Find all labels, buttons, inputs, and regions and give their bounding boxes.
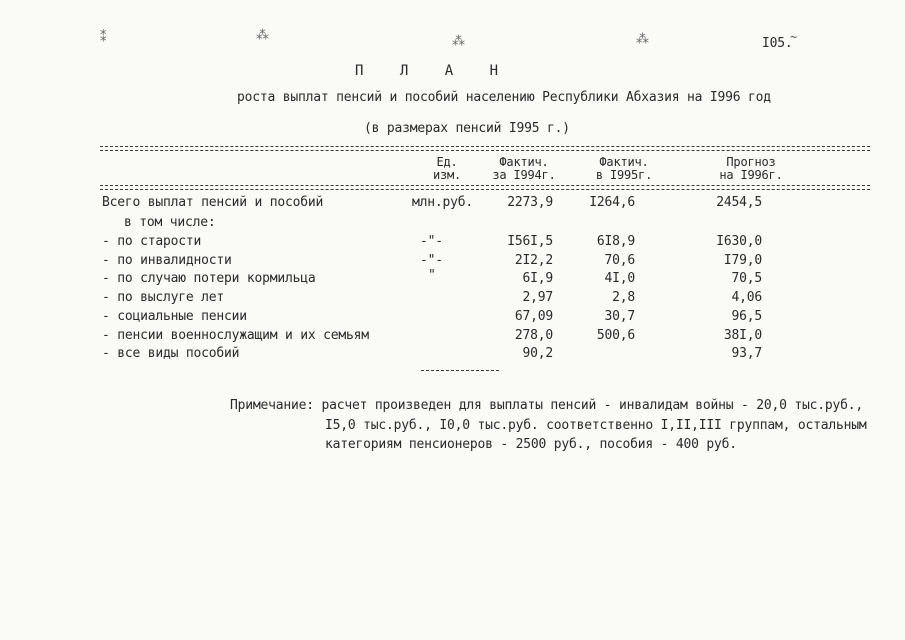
header-unit: Ед. изм. [432, 155, 462, 182]
row-fact-1995: 70,6 [604, 253, 635, 268]
row-label: - социальные пенсии [102, 309, 247, 324]
header-fact-1994: Фактич. за I994г. [492, 155, 556, 182]
table-header-rule [100, 189, 870, 190]
row-fact-1994: 90,2 [522, 346, 553, 361]
row-fact-1994: 278,0 [514, 328, 553, 343]
table-end-rule [421, 370, 499, 371]
row-forecast-1996: 96,5 [731, 309, 762, 324]
row-label: - все виды пособий [102, 346, 240, 361]
document-subtitle-note: (в размерах пенсий I995 г.) [364, 121, 570, 136]
row-forecast-1996: 93,7 [731, 346, 762, 361]
table-top-rule [100, 150, 870, 151]
row-forecast-1996: I630,0 [716, 234, 762, 249]
row-forecast-1996: 2454,5 [716, 195, 762, 210]
row-forecast-1996: I79,0 [723, 253, 762, 268]
row-label: - пенсии военнослужащим и их семьям [102, 328, 369, 343]
row-label: - по случаю потери кормильца [102, 271, 316, 286]
row-unit: " [428, 268, 436, 283]
row-fact-1995: 6I8,9 [596, 234, 635, 249]
row-fact-1994: I56I,5 [507, 234, 553, 249]
row-fact-1995: 500,6 [596, 328, 635, 343]
document-subtitle: роста выплат пенсий и пособий населению Республики Абхазия на I996 год [237, 90, 771, 105]
row-unit: -"- [420, 234, 443, 249]
row-label: - по выслуге лет [102, 290, 225, 305]
row-unit: млн.руб. [412, 195, 474, 210]
row-fact-1995: I264,6 [589, 195, 635, 210]
row-fact-1995: 4I,0 [604, 271, 635, 286]
row-fact-1994: 2I2,2 [514, 253, 553, 268]
row-label: - по инвалидности [102, 253, 232, 268]
scan-speck: ⁂ [452, 34, 465, 49]
document-title: П Л А Н [355, 63, 513, 79]
page-number: I05. [762, 36, 793, 51]
header-fact-1995: Фактич. в I995г. [595, 155, 653, 182]
scan-speck: ⁂ [256, 28, 269, 43]
row-forecast-1996: 70,5 [731, 271, 762, 286]
row-unit: -"- [420, 253, 443, 268]
row-fact-1994: 67,09 [514, 309, 553, 324]
header-forecast-1996: Прогноз на I996г. [719, 155, 783, 182]
scan-speck: ⁑ [100, 30, 107, 45]
row-fact-1994: 2273,9 [507, 195, 553, 210]
note-line-3: категориям пенсионеров - 2500 руб., пособия - 400 руб. [325, 437, 737, 452]
note-line-1: Примечание: расчет произведен для выплаты пенсий - инвалидам войны - 20,0 тыс.руб., [230, 398, 864, 413]
row-fact-1995: 2,8 [612, 290, 635, 305]
note-line-2: I5,0 тыс.руб., I0,0 тыс.руб. соответственно I,II,III группам, остальным [325, 418, 867, 433]
row-fact-1995: 30,7 [604, 309, 635, 324]
row-label: Всего выплат пенсий и пособий [102, 195, 324, 210]
row-forecast-1996: 4,06 [731, 290, 762, 305]
row-label: в том числе: [124, 215, 216, 230]
row-fact-1994: 2,97 [522, 290, 553, 305]
table-top-rule [100, 146, 870, 147]
row-forecast-1996: 38I,0 [723, 328, 762, 343]
handwritten-mark: ~ [790, 30, 798, 44]
row-fact-1994: 6I,9 [522, 271, 553, 286]
scan-speck: ⁂ [636, 32, 649, 47]
row-label: - по старости [102, 234, 202, 249]
table-header-rule [100, 185, 870, 186]
